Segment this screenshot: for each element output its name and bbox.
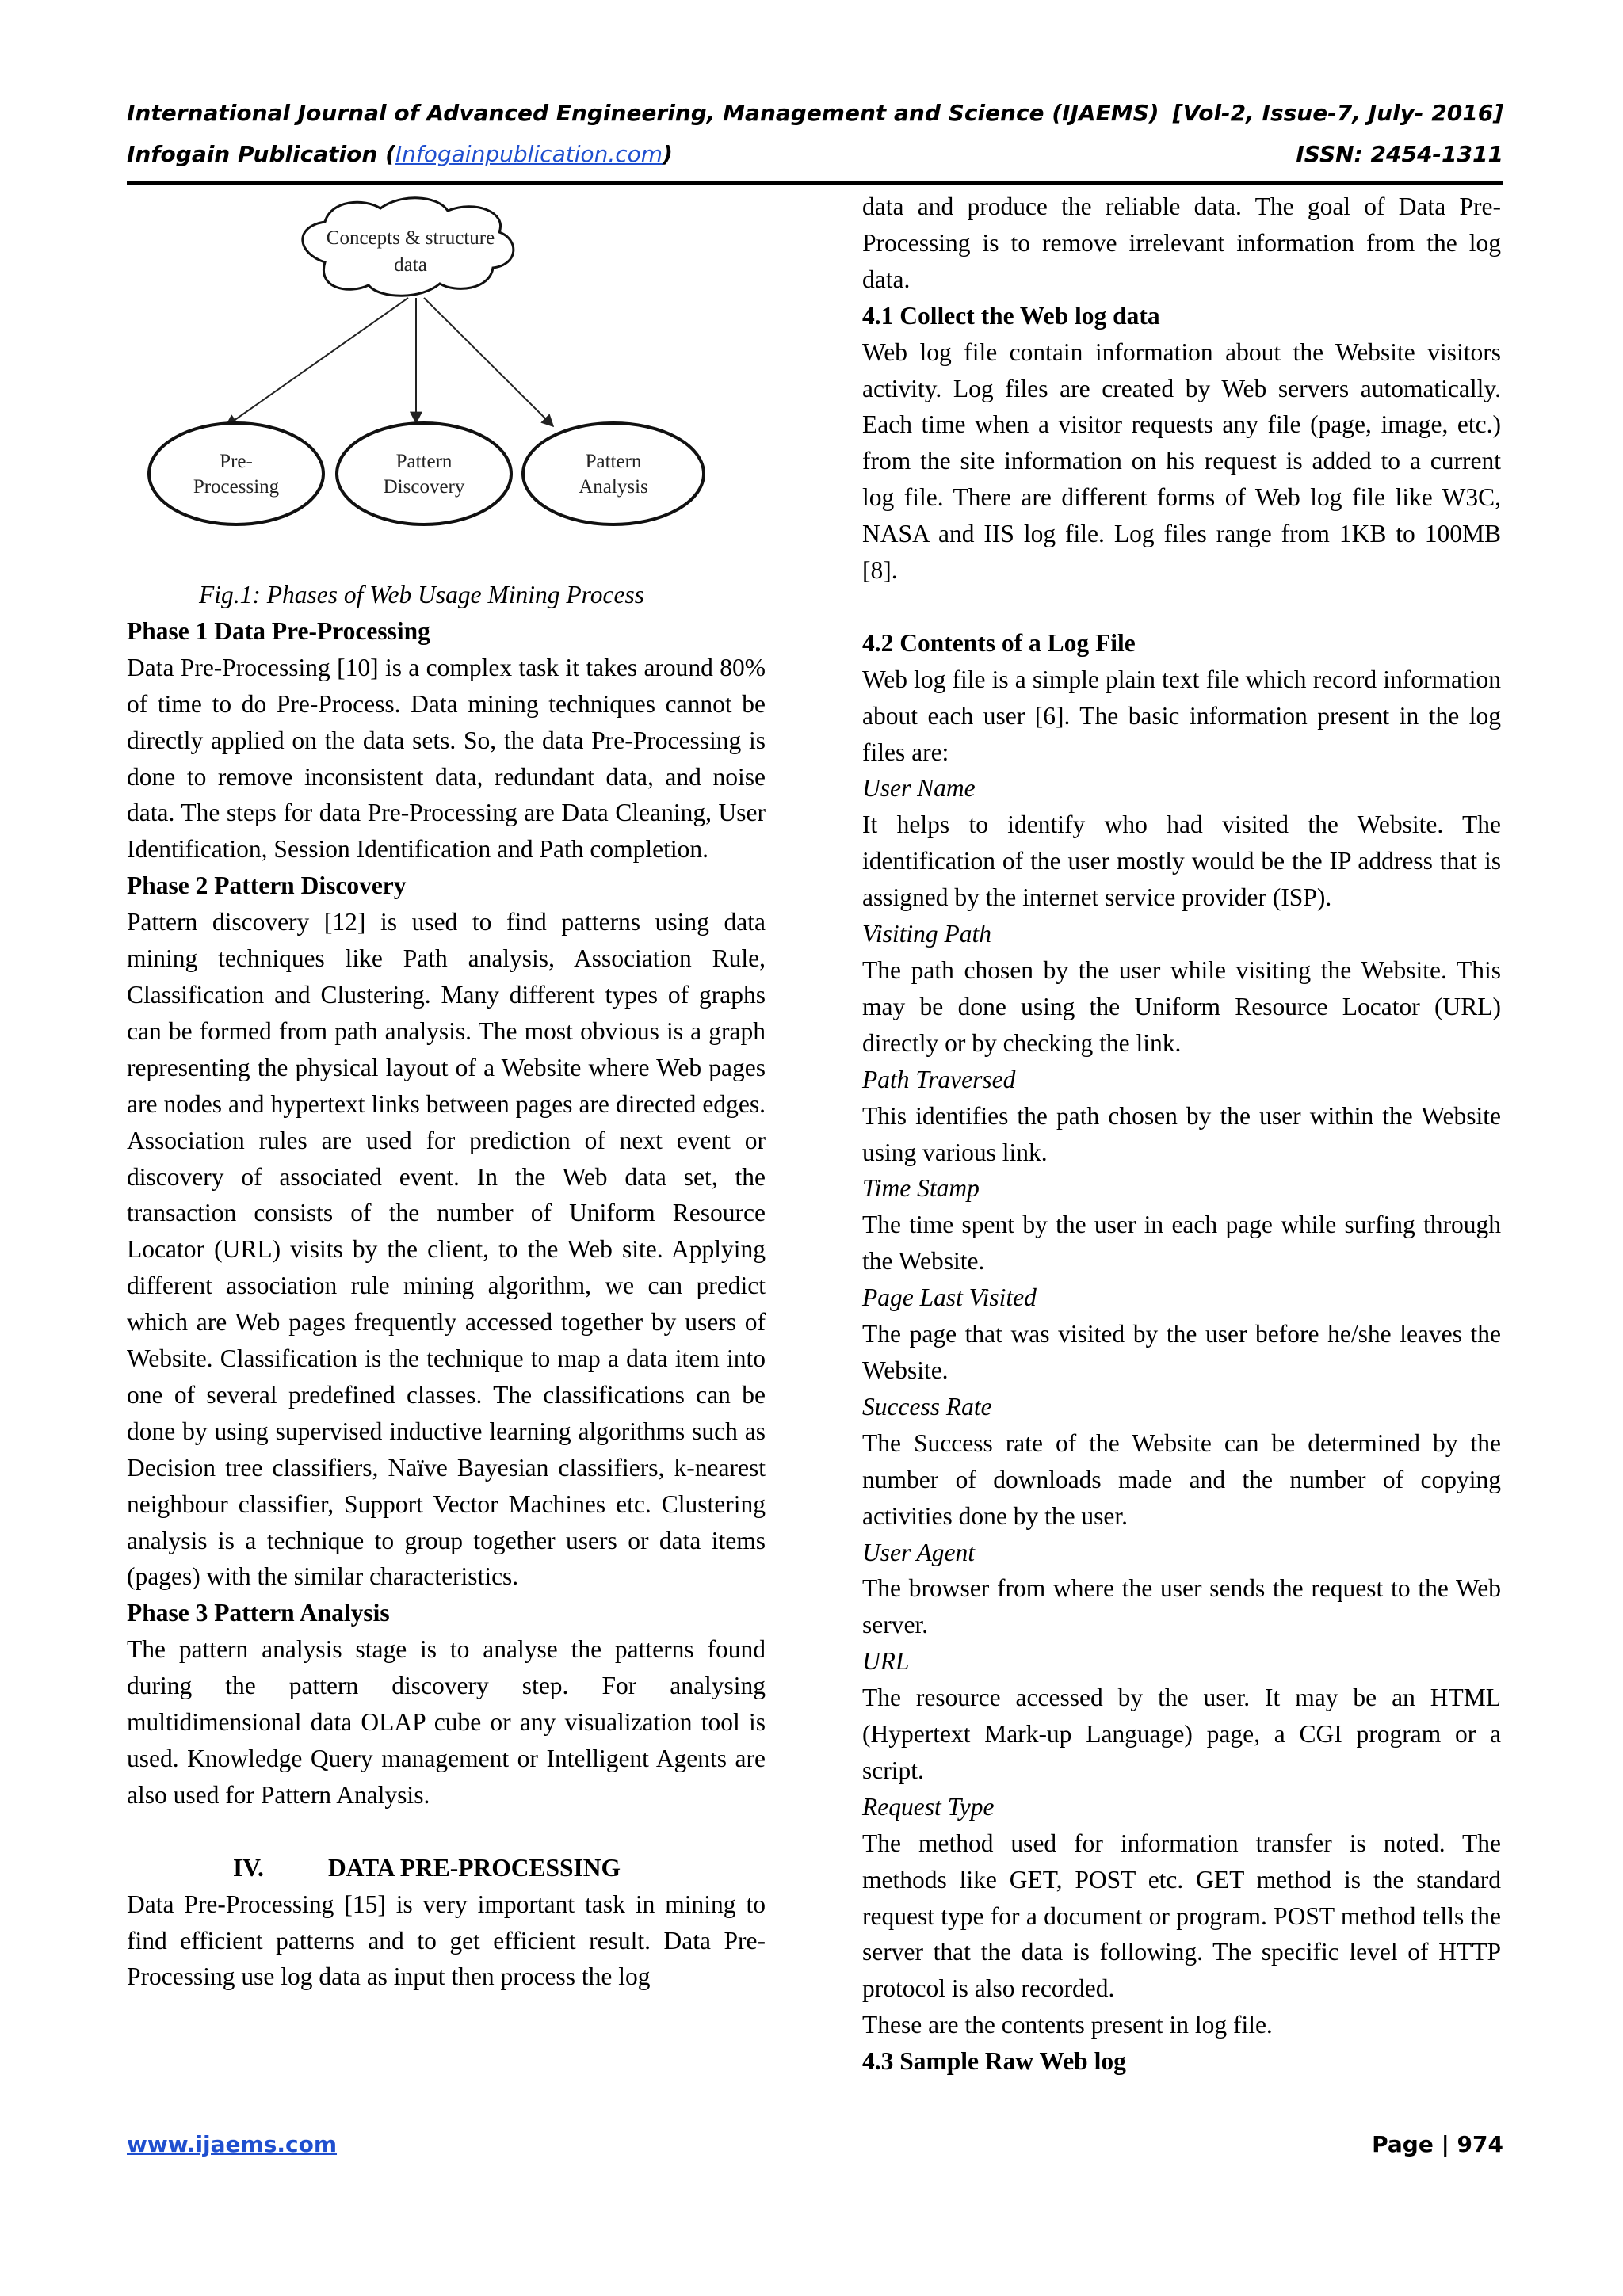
node3-line2: Analysis	[579, 476, 648, 498]
left-column	[127, 189, 766, 1995]
s41-text: Web log file contain information about the Website visitors activity. Log files are created by Web servers automatically. Each time when a visitor requests any file (page, image, etc.) from the site information on his request is added to a current log file. There are different forms of Web log file like W3C, NASA and IIS log file. Log files range from 1KB to 100MB [8].	[862, 338, 1501, 585]
s41-heading: 4.1 Collect the Web log data	[862, 301, 1160, 330]
node2-line2: Discovery	[383, 476, 465, 498]
right-column	[862, 189, 1501, 2080]
page-number: Page | 974	[1372, 2131, 1503, 2157]
phases-diagram	[127, 189, 766, 577]
section-number: IV.	[233, 1853, 264, 1882]
item-term: User Name	[862, 774, 976, 803]
item-desc: It helps to identify who had visited the Website. The identification of the user mostly would be the IP address that is assigned by the internet service provider (ISP).	[862, 810, 1501, 912]
footer-site	[127, 2131, 337, 2157]
publisher-prefix: Infogain Publication (	[127, 141, 395, 167]
phase1-text: Data Pre-Processing [10] is a complex task it takes around 80% of time to do Pre-Process. Data mining techniques cannot be directly applied on the data sets. So, the data Pre-Processing is done to remove inconsistent data, redundant data, and noise data. The steps for data Pre-Processing are Data Cleaning, User Identification, Session Identification and Path completion.	[127, 653, 766, 864]
item-term: Path Traversed	[862, 1065, 1016, 1093]
item-desc: The time spent by the user in each page while surfing through the Website.	[862, 1211, 1501, 1276]
node-pattern-analysis	[523, 423, 704, 524]
s42-heading: 4.2 Contents of a Log File	[862, 628, 1136, 657]
item-term: Page Last Visited	[862, 1283, 1037, 1312]
arrow-to-preprocessing	[226, 298, 408, 426]
item-desc: The browser from where the user sends the request to the Web server.	[862, 1574, 1501, 1639]
section-text: Data Pre-Processing [15] is very important task in mining to find efficient patterns and to get efficient result. Data Pre-Processing use log data as input then process the log	[127, 1890, 766, 1991]
journal-title: International Journal of Advanced Engineering, Management and Science (IJAEMS)	[127, 100, 1159, 126]
issn: ISSN: 2454-1311	[1296, 141, 1503, 167]
item-term: Request Type	[862, 1792, 995, 1821]
item-desc: This identifies the path chosen by the user within the Website using various link.	[862, 1101, 1501, 1166]
node-pattern-discovery	[337, 423, 511, 524]
s43-heading: 4.3 Sample Raw Web log	[862, 2047, 1126, 2076]
node1-line2: Processing	[193, 476, 280, 498]
header-rule	[127, 181, 1503, 185]
phase2-text: Pattern discovery [12] is used to find patterns using data mining techniques like Path analysis, Association Rule, Classification and Clustering. Many different types of graphs can be formed from path analysis. The most obvious is a graph representing the physical layout of a Website where Web pages are nodes and hypertext links between pages are directed edges. Association rules are used for prediction of next event or discovery of associated event. In the Web data set, the transaction consists of the number of Uniform Resource Locator (URL) visits by the client, to the Web site. Applying different association rule mining algorithm, we can predict which are Web pages frequently accessed together by users of Website. Classification is the technique to map a data item into one of several predefined classes. The classifications can be done by using supervised inductive learning algorithms such as Decision tree classifiers, Naïve Bayesian classifiers, k-nearest neighbour classifier, Support Vector Machines etc. Clustering analysis is a technique to group together users or data items (pages) with the similar characteristics.	[127, 908, 766, 1591]
item-term: Visiting Path	[862, 920, 992, 948]
item-term: Success Rate	[862, 1392, 992, 1421]
section-title: DATA PRE-PROCESSING	[328, 1853, 621, 1882]
node-preprocessing	[149, 423, 323, 524]
node1-line1: Pre-	[220, 451, 253, 472]
item-desc: The method used for information transfer is noted. The methods like GET, POST etc. GET method is the standard request type for a document or program. POST method tells the server that the data is following. The specific level of HTTP protocol is also recorded.	[862, 1829, 1501, 2003]
node3-line1: Pattern	[585, 451, 642, 472]
node2-line1: Pattern	[395, 451, 453, 472]
continued-text: data and produce the reliable data. The goal of Data Pre-Processing is to remove irrelevant information from the log data.	[862, 193, 1501, 293]
publisher-line	[127, 141, 673, 167]
footer-site-link[interactable]: www.ijaems.com	[127, 2131, 338, 2157]
item-desc: The Success rate of the Website can be determined by the number of downloads made and the number of copying activities done by the user.	[862, 1428, 1501, 1530]
figure-caption: Fig.1: Phases of Web Usage Mining Process	[199, 581, 644, 608]
closing-text: These are the contents present in log file.	[862, 2011, 1273, 2039]
item-term: URL	[862, 1647, 910, 1676]
item-term: User Agent	[862, 1538, 976, 1566]
cloud-label-line1: Concepts & structure	[326, 227, 495, 249]
phase1-heading: Phase 1 Data Pre-Processing	[127, 616, 430, 645]
item-desc: The page that was visited by the user before he/she leaves the Website.	[862, 1320, 1501, 1384]
phase3-heading: Phase 3 Pattern Analysis	[127, 1599, 390, 1627]
item-term: Time Stamp	[862, 1174, 980, 1203]
volume-info: [Vol-2, Issue-7, July- 2016]	[1172, 100, 1503, 126]
phase3-text: The pattern analysis stage is to analyse the patterns found during the pattern discovery step. For analysing multidimensional data OLAP cube or any visualization tool is used. Knowledge Query management or Intelligent Agents are also used for Pattern Analysis.	[127, 1635, 766, 1809]
item-desc: The resource accessed by the user. It may be an HTML (Hypertext Mark-up Language) page, a CGI program or a script.	[862, 1684, 1501, 1784]
phase2-heading: Phase 2 Pattern Discovery	[127, 871, 407, 900]
publisher-suffix: )	[663, 141, 673, 167]
s42-text: Web log file is a simple plain text file which record information about each user [6]. The basic information present in the log files are:	[862, 665, 1501, 766]
item-desc: The path chosen by the user while visiting the Website. This may be done using the Uniform Resource Locator (URL) directly or by checking the link.	[862, 956, 1501, 1057]
publisher-link[interactable]: Infogainpublication.com	[395, 141, 663, 167]
section-heading	[127, 1850, 766, 1886]
cloud-label-line2: data	[394, 254, 427, 276]
arrow-to-analysis	[424, 298, 553, 426]
